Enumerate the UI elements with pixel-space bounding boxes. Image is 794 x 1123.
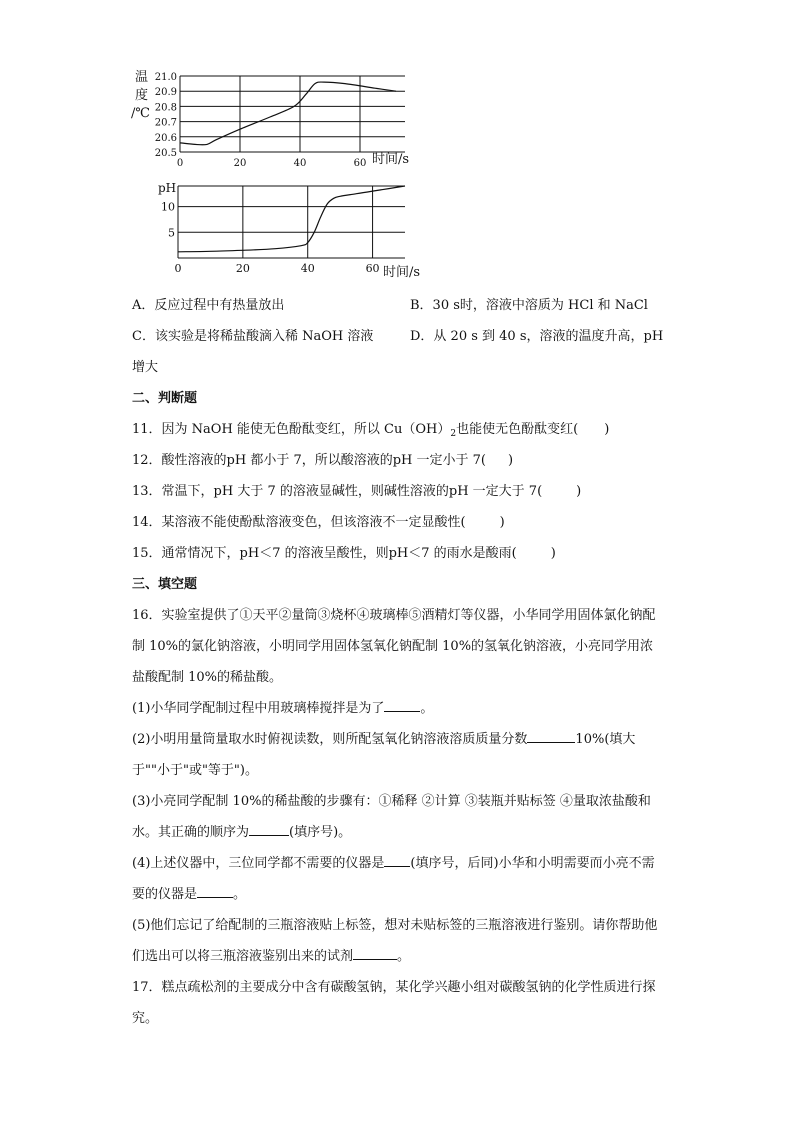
question-13-close: ) — [576, 484, 582, 499]
x-tick-label: 60 — [353, 158, 367, 169]
question-16-part-3 — [132, 786, 662, 848]
part-2-text: (2)小明用量筒量取水时俯视读数，则所配氢氧化钠溶液溶质质量分数 — [132, 732, 528, 747]
x-tick-label: 0 — [174, 262, 182, 275]
part-3-end: (填序号)。 — [289, 825, 352, 840]
y-axis-label-char: /℃ — [131, 106, 150, 121]
part-3-text: (3)小亮同学配制 10%的稀盐酸的步骤有：①稀释 ②计算 ③装瓶并贴标签 ④量取浓盐酸和水。其正确的顺序为 — [132, 794, 651, 840]
answer-blank[interactable] — [384, 854, 410, 867]
question-14-text: 14．某溶液不能使酚酞溶液变色，但该溶液不一定显酸性( — [132, 515, 466, 530]
x-tick-label: 40 — [300, 262, 315, 275]
question-16-intro: 16．实验室提供了①天平②量筒③烧杯④玻璃棒⑤酒精灯等仪器，小华同学用固体氯化钠配制 10%的氯化钠溶液，小明同学用固体氢氧化钠配制 10%的氢氧化钠溶液，小亮同学用浓盐酸配制 10%的稀盐酸。 — [132, 608, 656, 685]
part-5-end: 。 — [397, 949, 411, 964]
question-12-close: ) — [508, 453, 514, 468]
question-15 — [132, 545, 556, 563]
question-16 — [132, 600, 662, 1034]
x-tick-label: 20 — [233, 158, 247, 169]
section-title-fill-in: 三、填空题 — [132, 577, 198, 592]
part-2-end: 10%(填大于""小于"或"等于")。 — [132, 732, 636, 778]
y-tick-label: 20.8 — [154, 102, 177, 114]
answer-blank[interactable] — [353, 947, 397, 960]
option-c: C．该实验是将稀盐酸滴入稀 NaOH 溶液 — [132, 329, 374, 344]
x-axis-label: 时间/s — [372, 152, 410, 167]
question-11 — [132, 421, 609, 443]
x-axis-label: 时间/s — [383, 265, 421, 280]
y-tick-label: 5 — [168, 226, 175, 240]
part-1-text: (1)小华同学配制过程中用玻璃棒搅拌是为了 — [132, 701, 385, 716]
part-4-end: 。 — [233, 887, 247, 902]
y-tick-label: 20.6 — [154, 132, 177, 144]
x-tick-label: 40 — [293, 158, 307, 169]
question-16-part-2 — [132, 724, 662, 786]
part-4-text-cont: (填序号，后同)小华和小明需要而小亮不需要的仪器是 — [132, 856, 655, 902]
part-5-text: (5)他们忘记了给配制的三瓶溶液贴上标签，想对未贴标签的三瓶溶液进行鉴别。请你帮助他们选出可以将三瓶溶液鉴别出来的试剂 — [132, 918, 658, 964]
question-16-part-5 — [132, 910, 662, 972]
question-11-text: 11．因为 NaOH 能使无色酚酞变红，所以 Cu（OH） — [132, 422, 451, 437]
y-tick-label: 21.0 — [154, 72, 177, 83]
answer-blank[interactable] — [197, 885, 233, 898]
option-d: D．从 20 s 到 40 s，溶液的温度升高，pH — [410, 329, 664, 344]
subscript-2: 2 — [450, 429, 457, 439]
ph-chart — [150, 178, 435, 283]
question-12-text: 12．酸性溶液的pH 都小于 7，所以酸溶液的pH 一定小于 7( — [132, 453, 487, 468]
y-axis-label: pH — [158, 181, 177, 195]
section-title-judgement: 二、判断题 — [132, 391, 198, 406]
question-12 — [132, 452, 513, 470]
ph-series-line — [178, 186, 405, 252]
y-tick-label: 10 — [161, 200, 175, 214]
option-a: A．反应过程中有热量放出 — [132, 298, 285, 313]
question-14 — [132, 514, 505, 532]
answer-blank[interactable] — [527, 730, 575, 743]
x-tick-label: 0 — [176, 158, 184, 169]
question-14-close: ) — [499, 515, 505, 530]
y-axis-label-char: 温 — [135, 70, 149, 85]
question-16-part-4 — [132, 848, 662, 910]
y-tick-label: 20.5 — [154, 148, 177, 159]
y-tick-label: 20.9 — [154, 87, 177, 99]
option-d-continued: 增大 — [132, 360, 159, 375]
answer-blank[interactable] — [384, 699, 420, 712]
question-11-text-cont: 也能使无色酚酞变红( — [456, 422, 579, 437]
question-13 — [132, 483, 581, 501]
x-tick-label: 60 — [365, 262, 380, 275]
question-17: 17．糕点疏松剂的主要成分中含有碳酸氢钠，某化学兴趣小组对碳酸氢钠的化学性质进行探究。 — [132, 980, 656, 1026]
x-tick-label: 20 — [235, 262, 250, 275]
answer-blank[interactable] — [249, 823, 289, 836]
y-axis-label-char: 度 — [135, 88, 149, 103]
question-15-close: ) — [550, 546, 556, 561]
part-4-text: (4)上述仪器中，三位同学都不需要的仪器是 — [132, 856, 385, 871]
part-1-end: 。 — [420, 701, 434, 716]
question-15-text: 15．通常情况下，pH＜7 的溶液呈酸性，则pH＜7 的雨水是酸雨( — [132, 546, 517, 561]
question-11-close: ) — [604, 422, 610, 437]
temperature-chart — [125, 65, 445, 170]
question-13-text: 13．常温下，pH 大于 7 的溶液显碱性，则碱性溶液的pH 一定大于 7( — [132, 484, 543, 499]
y-tick-label: 20.7 — [154, 117, 177, 129]
question-16-part-1 — [132, 693, 662, 724]
option-b: B．30 s时，溶液中溶质为 HCl 和 NaCl — [410, 298, 648, 313]
